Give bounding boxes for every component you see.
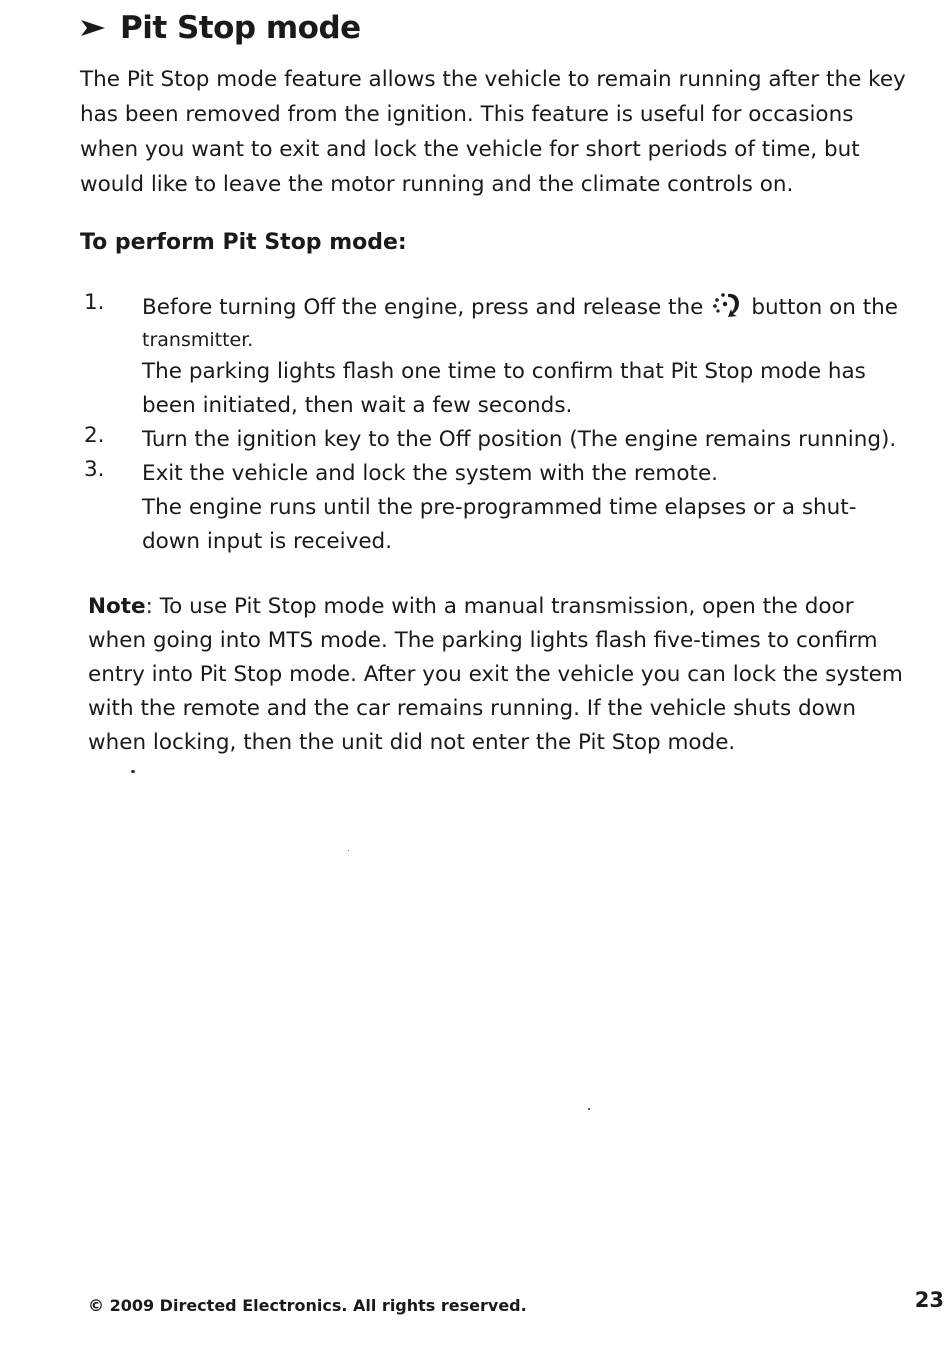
procedure-steps — [84, 290, 914, 559]
copyright-footer: © 2009 Directed Electronics. All rights reserved. — [88, 1296, 527, 1315]
step-1-text-before: Before turning Off the engine, press and release the — [142, 295, 704, 320]
page-number: 23 — [914, 1288, 944, 1312]
step-1 — [84, 290, 914, 423]
step-3 — [84, 457, 914, 559]
step-1-text-after: button on the — [751, 295, 898, 320]
remote-start-icon — [711, 290, 745, 318]
scan-speck — [348, 850, 349, 851]
note-text: : To use Pit Stop mode with a manual transmission, open the door when going into MTS mode. The parking lights flash five-times to confirm entry into Pit Stop mode. After you exit the vehicle you can lock the system with the remote and the car remains running. If the vehicle shuts down when locking, then the unit did not enter the Pit Stop mode. — [88, 594, 903, 755]
step-2 — [84, 423, 914, 457]
step-number: 3. — [84, 457, 105, 482]
step-number: 2. — [84, 423, 105, 448]
procedure-title: To perform Pit Stop mode: — [80, 230, 407, 255]
step-3-result: The engine runs until the pre-programmed time elapses or a shut-down input is received. — [142, 495, 857, 554]
section-heading — [80, 10, 361, 46]
step-3-text: Exit the vehicle and lock the system with the remote. — [142, 461, 719, 486]
note-label: Note — [88, 594, 146, 619]
section-title: Pit Stop mode — [120, 10, 361, 46]
step-number: 1. — [84, 290, 105, 315]
arrowhead-bullet-icon — [80, 17, 106, 39]
note-paragraph — [88, 590, 918, 760]
step-1-main-line — [142, 290, 914, 325]
step-2-text: Turn the ignition key to the Off position (The engine remains running). — [142, 427, 897, 452]
scan-speck — [588, 1108, 590, 1110]
step-1-continuation: transmitter. — [142, 329, 254, 351]
scan-speck — [131, 770, 135, 773]
step-1-result: The parking lights flash one time to confirm that Pit Stop mode has been initiated, then wait a few seconds. — [142, 359, 866, 418]
intro-paragraph: The Pit Stop mode feature allows the vehicle to remain running after the key has been removed from the ignition. This feature is useful for occasions when you want to exit and lock the vehicle for short periods of time, but would like to leave the motor running and the climate controls on. — [80, 67, 906, 197]
